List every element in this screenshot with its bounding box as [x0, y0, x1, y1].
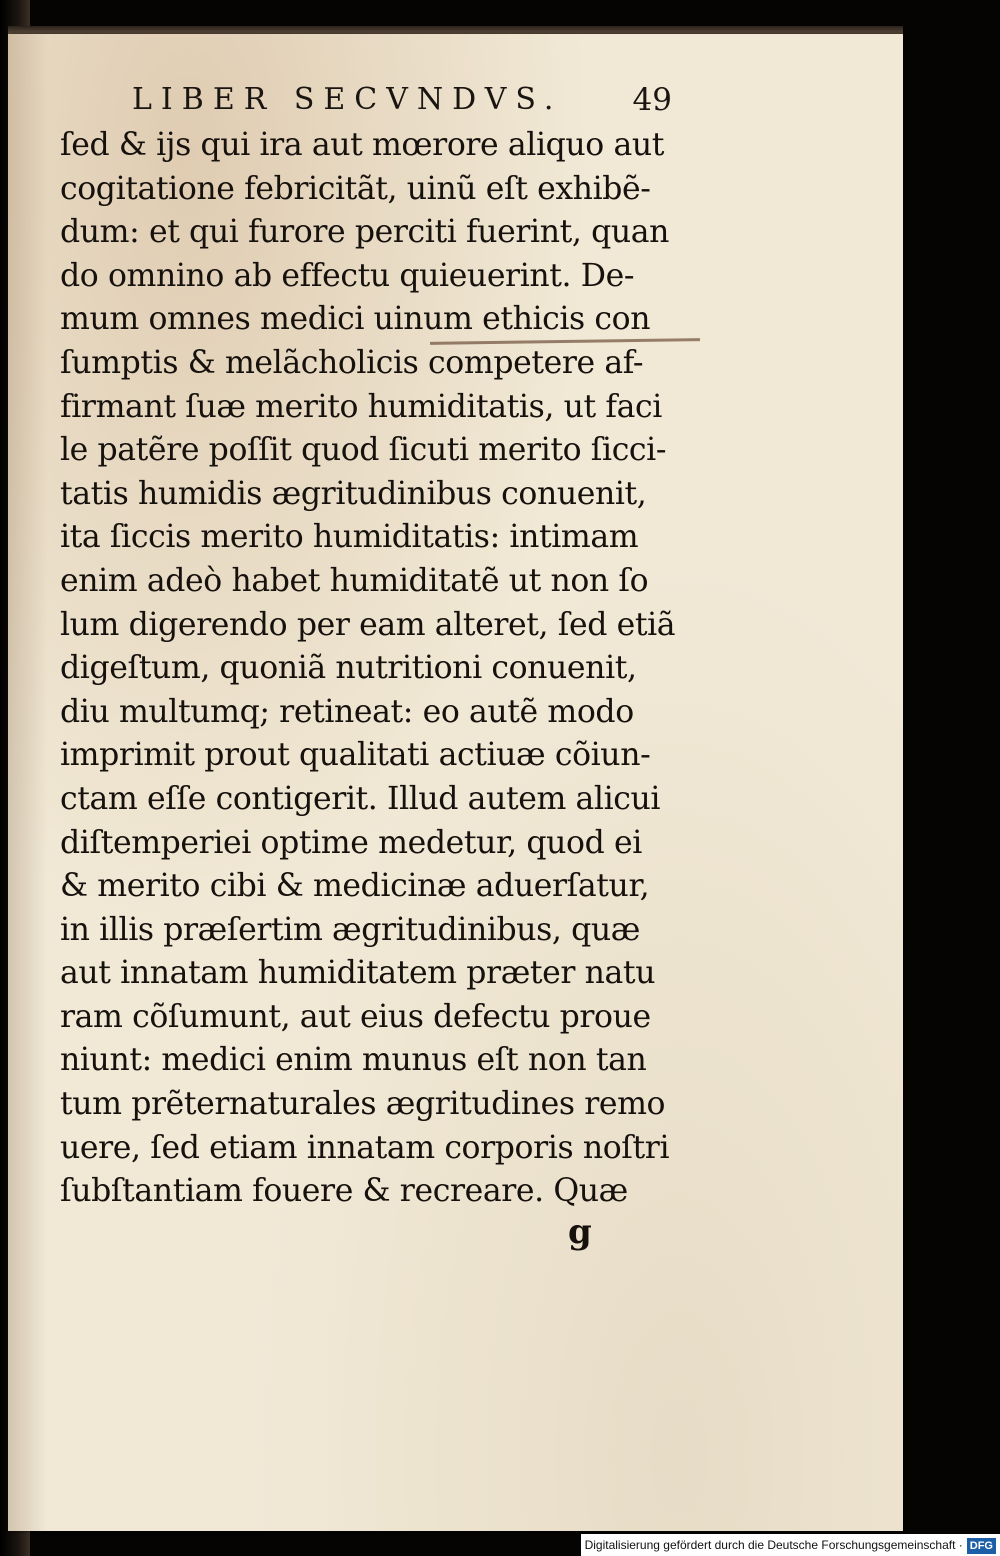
text-line: ram cõſumunt, aut eius defectu proue	[60, 998, 651, 1035]
text-line: cogitatione febricitãt, uinũ eſt exhibẽ-	[60, 170, 651, 207]
text-line: ſubſtantiam fouere & recreare. Quæ	[60, 1173, 628, 1210]
text-line: ita ſiccis merito humiditatis: intimam	[60, 519, 639, 556]
text-line: dum: et qui furore perciti fuerint, quan	[60, 214, 670, 251]
running-head	[132, 82, 672, 122]
text-line: do omnino ab effectu quieuerint. De-	[60, 257, 635, 294]
text-line: enim adeò habet humiditatẽ ut non ſo	[60, 562, 649, 599]
signature-mark: g	[568, 1212, 592, 1252]
credit-text: Digitalisierung gefördert durch die Deutsche Forschungsgemeinschaft ·	[584, 1538, 963, 1552]
text-line: niunt: medici enim munus eſt non tan	[60, 1042, 647, 1079]
text-line: ſed & ijs qui ira aut mœrore aliquo aut	[60, 127, 664, 163]
digitization-credit	[581, 1534, 1000, 1556]
text-line: tum prẽternaturales ægritudines remo	[60, 1086, 666, 1123]
dfg-logo: DFG	[967, 1538, 996, 1554]
text-line: ctam eſſe contigerit. Illud autem alicui	[60, 780, 661, 817]
text-line: diu multumq; retineat: eo autẽ modo	[60, 693, 634, 730]
text-line: le patẽre poſſit quod ſicuti merito ſicci-	[60, 432, 667, 469]
folio-number: 49	[632, 82, 672, 118]
text-line: diſtemperiei optime medetur, quod ei	[60, 824, 642, 861]
text-line: in illis præſertim ægritudinibus, quæ	[60, 911, 641, 948]
text-line: uere, ſed etiam innatam corporis noſtri	[60, 1129, 670, 1166]
text-line: digeſtum, quoniã nutritioni conuenit,	[60, 650, 637, 687]
text-line: firmant ſuæ merito humiditatis, ut faci	[60, 388, 662, 425]
body-text	[60, 124, 700, 1214]
text-line: & merito cibi & medicinæ aduerſatur,	[60, 868, 650, 905]
text-line: imprimit prout qualitati actiuæ cõiun-	[60, 737, 651, 774]
text-line: aut innatam humiditatem præter natu	[60, 955, 656, 992]
running-title: LIBER SECVNDVS.	[132, 82, 563, 117]
text-line: ſumptis & melãcholicis competere af-	[60, 344, 644, 381]
text-line: tatis humidis ægritudinibus conuenit,	[60, 475, 647, 512]
text-line: lum digerendo per eam alteret, ſed etiã	[60, 606, 676, 643]
text-line: mum omnes medici uinum ethicis con	[60, 301, 651, 338]
